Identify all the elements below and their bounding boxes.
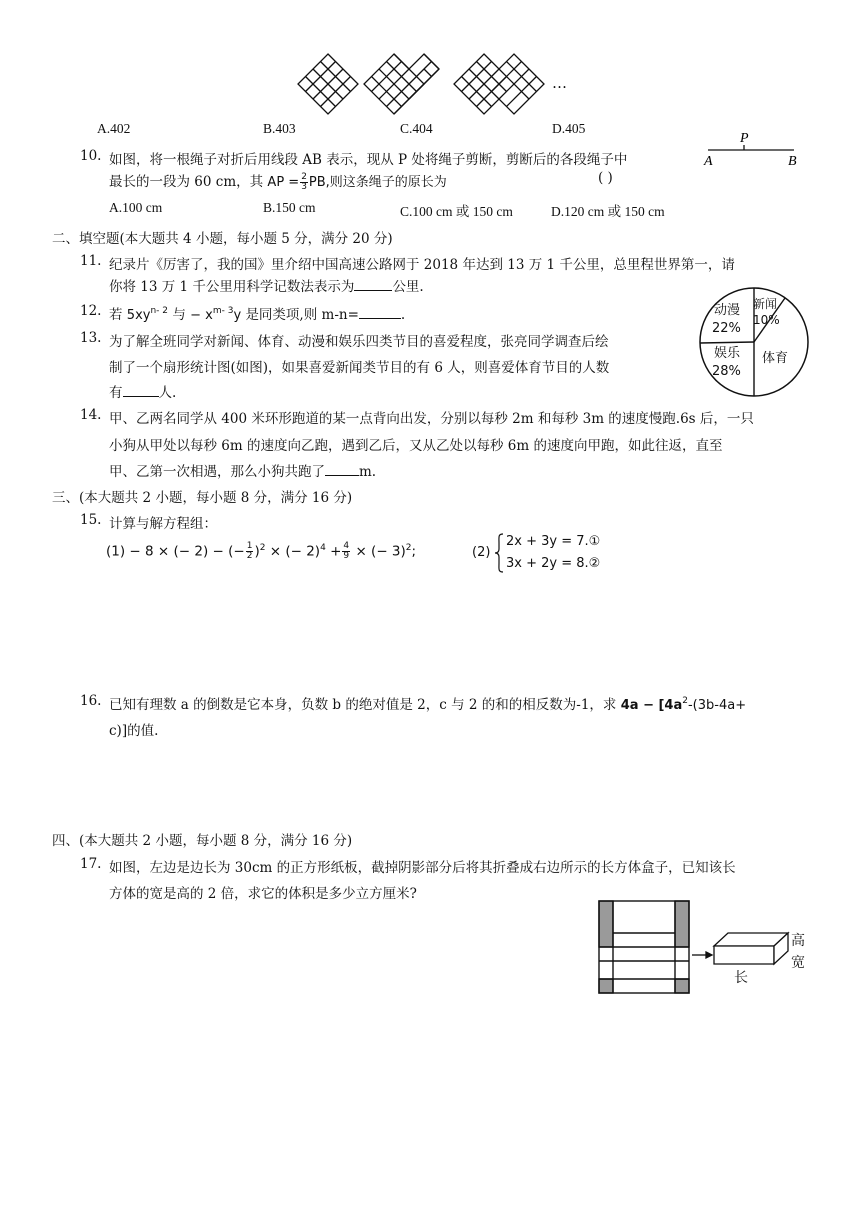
- q14-line1: 甲、乙两名同学从 400 米环形跑道的某一点背向出发，分别以每秒 2m 和每秒 3m 的速度慢跑.6s 后，一只: [109, 411, 754, 427]
- q10-number: 10.: [80, 148, 102, 164]
- q17-line1: 如图，左边是边长为 30cm 的正方形纸板，截掉阴影部分后将其折叠成右边所示的长方体盒子，已知该长: [109, 860, 736, 876]
- box-folding-figure: [598, 900, 810, 996]
- answer-blank[interactable]: [354, 276, 392, 291]
- q11-line1: 纪录片《厉害了，我的国》里介绍中国高速公路网于 2018 年达到 13 万 1 千公里，总里程世界第一，请: [109, 257, 735, 273]
- q9-option-d: D.405: [552, 121, 586, 136]
- pie-label-entertainment: 娱乐: [714, 346, 741, 361]
- answer-blank[interactable]: [123, 382, 159, 397]
- q15-part2-label: (2): [472, 545, 491, 560]
- rhombus-lattice-figure-2: [362, 52, 442, 116]
- q12-term1: 5xy: [126, 308, 151, 323]
- q12-term2-post: y: [233, 308, 242, 323]
- sequence-ellipsis: …: [552, 74, 567, 92]
- q14-number: 14.: [80, 407, 102, 423]
- fraction-four-ninths: $\frac{4}{9}$: [343, 541, 350, 561]
- q16-line1: [109, 693, 746, 713]
- q13-number: 13.: [80, 330, 102, 346]
- q12-post: 是同类项,则 m-n=: [245, 307, 359, 323]
- q10-line2-pre: 最长的一段为 60 cm，其: [109, 174, 264, 190]
- point-p-label: P: [740, 131, 749, 146]
- q10-option-c: C.100 cm 或 150 cm: [400, 204, 513, 219]
- pie-label-sports: 体育: [762, 351, 789, 366]
- q15-part1-expression: (1) − 8 × (− 2) − (− $\frac{1}{2}$ )$^2$ × (− 2)$^4$ + $\frac{4}{9}$ × (− 3)$^2$;: [106, 541, 417, 561]
- answer-blank[interactable]: [359, 304, 401, 319]
- q10-ap: AP =: [267, 175, 300, 190]
- q14-line3-post: m.: [359, 464, 377, 480]
- q10-line2: [109, 170, 447, 192]
- pie-value-news: 10%: [753, 313, 780, 327]
- fraction-half: $\frac{1}{2}$: [246, 541, 253, 561]
- pie-value-animation: 22%: [712, 321, 741, 336]
- q11-line2-pre: 你将 13 万 1 千公里用科学记数法表示为: [109, 279, 355, 295]
- q15-title: 计算与解方程组：: [109, 516, 217, 532]
- section-4-title: 四、(本大题共 2 小题，每小题 8 分，满分 16 分): [52, 833, 353, 849]
- q16-line2: c)]的值.: [109, 723, 159, 739]
- point-b-label: B: [788, 154, 797, 169]
- label-width: 宽: [791, 955, 805, 971]
- q16-expression: $4a - [4a^2-(3b-4a+$: [620, 696, 747, 713]
- segment-ab-figure: [704, 130, 804, 170]
- answer-paren: ( ): [598, 170, 613, 186]
- q10-option-b: B.150 cm: [263, 200, 316, 215]
- q14-line3-pre: 甲、乙第一次相遇，那么小狗共跑了: [109, 464, 325, 480]
- q13-line1: 为了解全班同学对新闻、体育、动漫和娱乐四类节目的喜爱程度，张亮同学调查后绘: [109, 334, 609, 350]
- q10-line1: 如图，将一根绳子对折后用线段 AB 表示，现从 P 处将绳子剪断，剪断后的各段绳子中: [109, 152, 628, 168]
- q11-line2-post: 公里.: [392, 279, 424, 295]
- label-length: 长: [734, 970, 748, 986]
- pie-divider-left: [700, 342, 754, 343]
- q12-term1-exponent: n- 2: [150, 306, 169, 316]
- q12-term2: − x: [190, 308, 213, 323]
- cut-corner-shaded: [675, 979, 689, 993]
- q14-line2: 小狗从甲处以每秒 6m 的速度向乙跑，遇到乙后，又从乙处以每秒 6m 的速度向甲跑，如此往返，直至: [109, 438, 723, 454]
- q13-line2: 制了一个扇形统计图(如图)，如果喜爱新闻类节目的有 6 人，则喜爱体育节目的人数: [109, 360, 610, 376]
- q9-option-c: C.404: [400, 121, 433, 136]
- q13-line3: [109, 381, 176, 401]
- cut-corner-shaded: [599, 979, 613, 993]
- q13-line3-pre: 有: [109, 385, 123, 401]
- q16-number: 16.: [80, 693, 102, 709]
- box-front-face: [714, 946, 774, 964]
- q11-number: 11.: [80, 253, 102, 269]
- pie-chart: [698, 286, 810, 398]
- q13-line3-post: 人.: [158, 385, 177, 401]
- equation-system-brace: [494, 533, 504, 573]
- pie-label-news: 新闻: [753, 297, 778, 311]
- q14-line3: [109, 460, 376, 480]
- cut-corner-shaded: [675, 901, 689, 947]
- point-a-label: A: [704, 154, 713, 169]
- q9-option-b: B.403: [263, 121, 296, 136]
- q12-number: 12.: [80, 303, 102, 319]
- pie-label-animation: 动漫: [714, 303, 741, 318]
- q15-equation-2: 3x + 2y = 8.②: [506, 556, 601, 571]
- q10-fraction: $\frac{2}{3}$: [301, 172, 307, 192]
- q12-pre: 若: [109, 307, 123, 323]
- q16-line1-pre: 已知有理数 a 的倒数是它本身，负数 b 的绝对值是 2，c 与 2 的和的相反数为-1，求: [109, 697, 617, 713]
- q12-end: .: [400, 307, 406, 323]
- q12-term2-exponent: m- 3: [212, 306, 234, 316]
- cut-corner-shaded: [599, 901, 613, 947]
- q9-option-a: A.402: [97, 121, 131, 136]
- rhombus-lattice-figure-3: [452, 52, 548, 116]
- q15-number: 15.: [80, 512, 102, 528]
- q17-line2: 方体的宽是高的 2 倍，求它的体积是多少立方厘米?: [109, 886, 417, 902]
- section-2-title: 二、填空题(本大题共 4 小题，每小题 5 分，满分 20 分): [52, 231, 393, 247]
- q10-option-a: A.100 cm: [109, 200, 163, 215]
- section-3-title: 三、(本大题共 2 小题，每小题 8 分，满分 16 分): [52, 490, 353, 506]
- q15-equation-1: 2x + 3y = 7.①: [506, 534, 601, 549]
- q10-option-d: D.120 cm 或 150 cm: [551, 204, 665, 219]
- q10-line2-post: PB,则这条绳子的原长为: [308, 175, 447, 190]
- label-height: 高: [791, 933, 805, 949]
- q17-number: 17.: [80, 856, 102, 872]
- answer-blank[interactable]: [325, 461, 359, 476]
- q12-line: [109, 303, 405, 323]
- arrow-icon: [692, 952, 712, 958]
- pie-value-entertainment: 28%: [712, 364, 741, 379]
- q12-mid: 与: [172, 307, 186, 323]
- q11-line2: [109, 275, 424, 295]
- rhombus-lattice-figure-1: [296, 52, 360, 116]
